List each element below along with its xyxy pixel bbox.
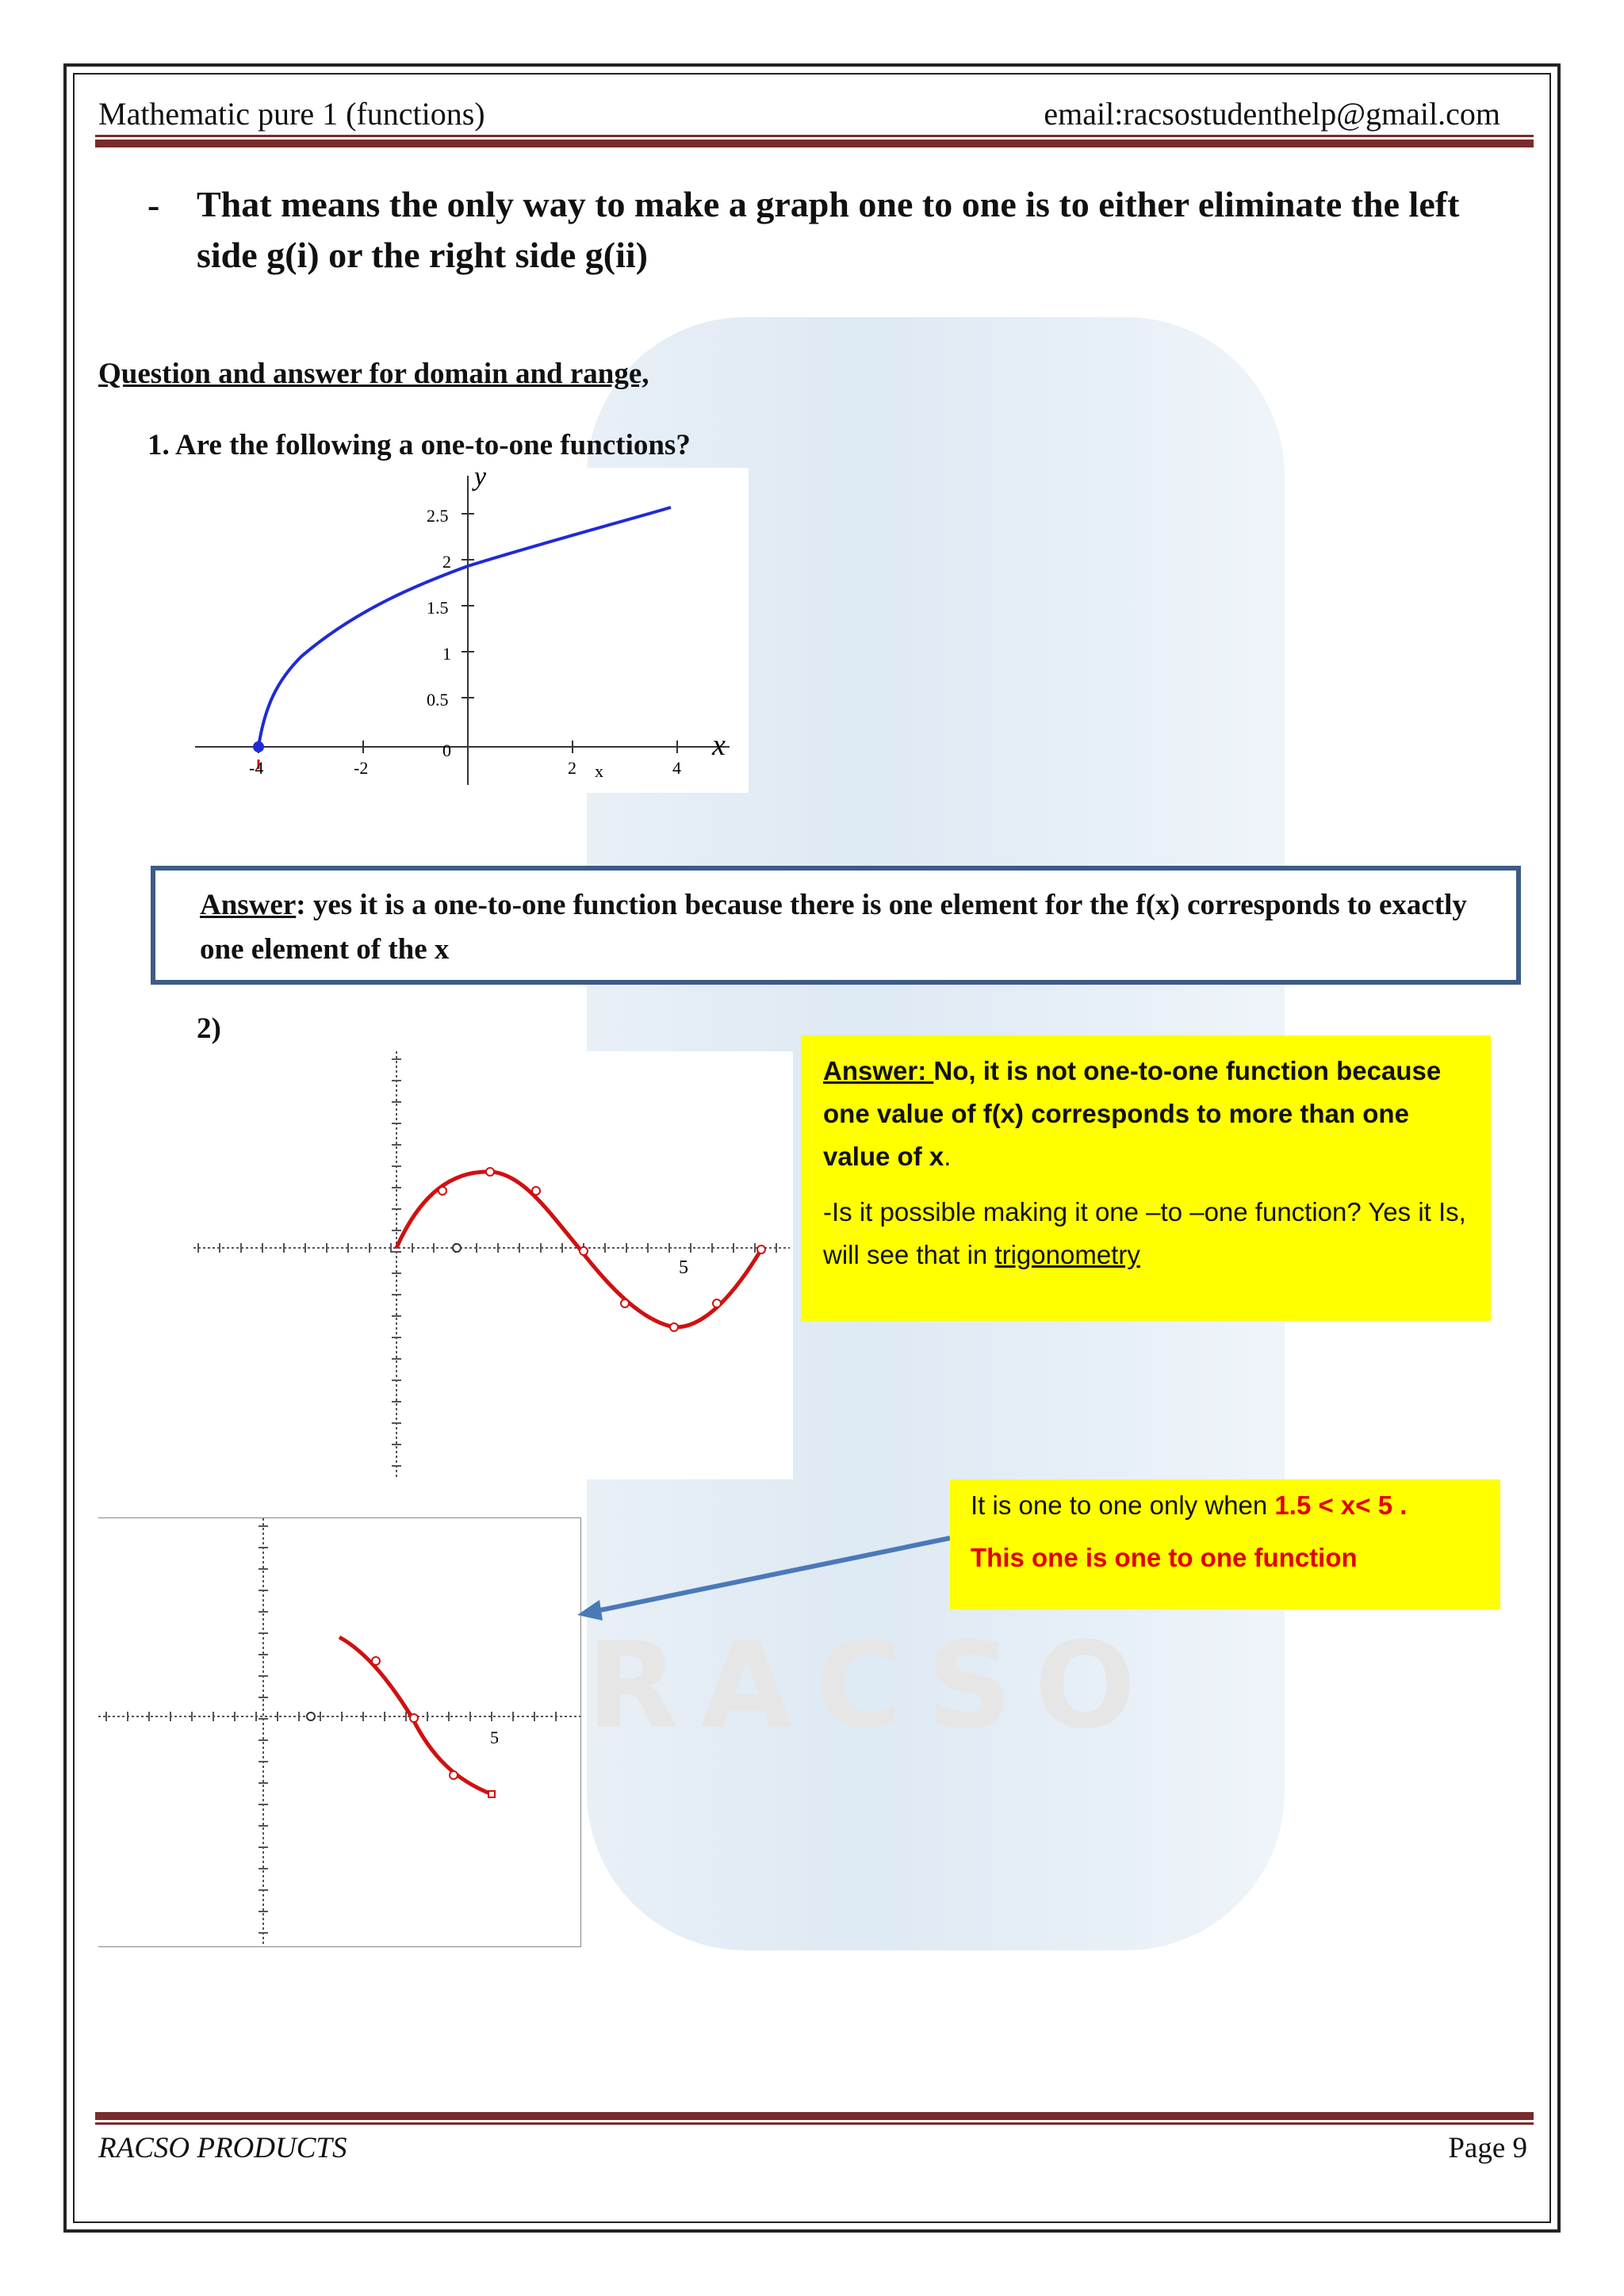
graph2-point xyxy=(621,1299,629,1307)
graph2-origin-marker xyxy=(453,1244,461,1252)
watermark-text: RACSO xyxy=(587,1617,1159,1755)
graph2-xtick-label: 5 xyxy=(679,1257,688,1278)
footer-rule-thin xyxy=(95,2122,1534,2125)
graph1-ytick-label: 0.5 xyxy=(427,690,449,710)
graph1-ytick-label: 0 xyxy=(442,740,451,760)
graph2-point xyxy=(439,1187,446,1195)
graph2-point xyxy=(486,1168,494,1176)
question2-label: 2) xyxy=(197,1012,221,1045)
answer-body: : yes it is a one-to-one function because there is one element for the f(x) corresponds to exactly one element of the x xyxy=(200,889,1467,966)
question1-graph xyxy=(182,468,749,793)
section-title: Question and answer for domain and range, xyxy=(98,358,649,390)
question1-answer-box xyxy=(151,866,1521,985)
footer-brand: RACSO PRODUCTS xyxy=(98,2132,347,2164)
graph1-curve xyxy=(259,507,671,747)
answer-end: . xyxy=(944,1142,952,1171)
intro-text: That means the only way to make a graph one to one is to either eliminate the left side g(i) or the right side g(ii) xyxy=(197,184,1460,275)
graph1-xtick-label: 4 xyxy=(672,758,681,778)
header-title: Mathematic pure 1 (functions) xyxy=(98,96,485,132)
graph2-point xyxy=(670,1323,678,1331)
question3-note xyxy=(971,1490,1480,1521)
question2-answer-box xyxy=(801,1035,1491,1321)
graph3-ticks xyxy=(106,1526,556,1933)
graph1-x-label-small: x xyxy=(595,761,603,781)
graph2-point xyxy=(580,1247,588,1255)
graph1-ytick-label: 1.5 xyxy=(427,598,449,618)
question1-answer xyxy=(200,883,1492,972)
graph1-xtick-label: 2 xyxy=(568,758,576,778)
pointer-arrow xyxy=(555,1506,967,1633)
graph1-ytick-label: 2.5 xyxy=(427,506,449,526)
graph1-start-point xyxy=(253,741,264,752)
graph1-x-label: x xyxy=(712,729,726,762)
answer-label: Answer xyxy=(200,889,297,921)
graph1-xtick-label: -2 xyxy=(354,758,369,778)
intro-dash: - xyxy=(147,185,160,225)
graph2-point xyxy=(757,1246,765,1253)
graph3-point xyxy=(410,1714,418,1722)
graph3-xtick-label: 5 xyxy=(490,1728,499,1747)
question2-graph xyxy=(190,1051,793,1479)
graph2-point xyxy=(713,1299,721,1307)
graph2-curve xyxy=(396,1172,761,1327)
footer-rule-thick xyxy=(95,2112,1534,2120)
graph2-ticks xyxy=(198,1059,776,1466)
question2-followup xyxy=(823,1191,1469,1276)
note-prefix: It is one to one only when xyxy=(971,1490,1275,1520)
graph1-xtick-label: -4 xyxy=(249,758,264,778)
header-email: email:racsostudenthelp@gmail.com xyxy=(1044,96,1500,132)
graph3-origin-marker xyxy=(307,1712,315,1720)
answer-label: Answer: xyxy=(823,1056,934,1085)
arrow-head xyxy=(577,1600,603,1621)
question1-text: 1. Are the following a one-to-one functions? xyxy=(147,429,691,461)
graph1-ytick-label: 1 xyxy=(442,644,451,664)
trigonometry-link[interactable]: trigonometry xyxy=(994,1240,1140,1269)
question3-graph xyxy=(98,1517,581,1947)
graph3-point xyxy=(372,1657,380,1665)
followup-text: -Is it possible making it one –to –one function? Yes it Is, will see that in xyxy=(823,1197,1466,1269)
graph2-point xyxy=(532,1187,540,1195)
graph3-point xyxy=(450,1771,458,1779)
graph1-ytick-label: 2 xyxy=(442,552,451,572)
header-rule-thick xyxy=(95,140,1534,147)
question2-answer xyxy=(823,1050,1469,1178)
arrow-shaft xyxy=(588,1538,950,1613)
graph1-y-label: y xyxy=(474,468,487,492)
page-number: Page 9 xyxy=(1448,2132,1527,2164)
graph3-end-point xyxy=(488,1791,495,1797)
header-rule-thin xyxy=(95,135,1534,137)
answer-body: No, it is not one-to-one function because one value of f(x) corresponds to more than one value of x xyxy=(823,1056,1442,1171)
question3-note-box xyxy=(950,1479,1500,1609)
question3-conclusion: This one is one to one function xyxy=(971,1543,1358,1572)
note-condition: 1.5 < x< 5 . xyxy=(1274,1490,1408,1520)
